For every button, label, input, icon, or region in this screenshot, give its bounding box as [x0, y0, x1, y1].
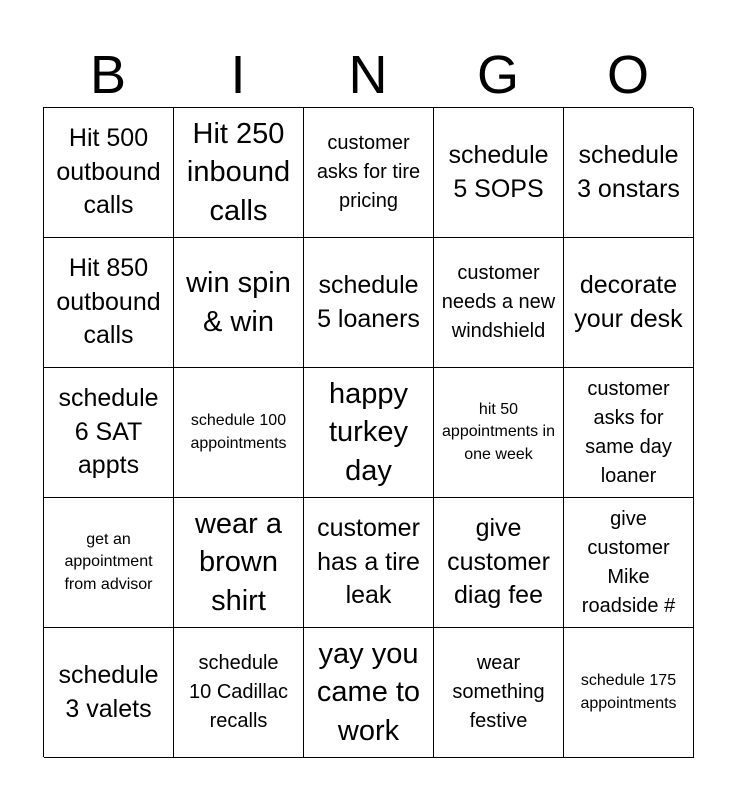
header-letter-o: O: [606, 45, 649, 105]
bingo-cell[interactable]: [174, 498, 304, 628]
cell-text: schedule 100 appointments: [190, 412, 287, 452]
bingo-cell[interactable]: [434, 498, 564, 628]
cell-text: wear something festive: [452, 652, 545, 732]
bingo-cell[interactable]: [44, 108, 174, 238]
bingo-header: [43, 45, 693, 105]
cell-text: customer asks for same day loaner: [585, 377, 672, 487]
bingo-cell[interactable]: [44, 498, 174, 628]
bingo-cell[interactable]: [564, 368, 694, 498]
cell-text: Hit 500 outbound calls: [56, 123, 161, 220]
cell-text: schedule 5 SOPS: [448, 140, 549, 203]
cell-text: customer asks for tire pricing: [316, 132, 421, 212]
bingo-cell[interactable]: [564, 628, 694, 758]
cell-text: schedule 10 Cadillac recalls: [189, 652, 288, 732]
cell-text: schedule 3 valets: [58, 660, 159, 723]
bingo-cell[interactable]: [304, 628, 434, 758]
header-letter-i: I: [230, 45, 246, 105]
bingo-board: [43, 107, 693, 757]
bingo-cell[interactable]: [434, 108, 564, 238]
bingo-cell[interactable]: [174, 108, 304, 238]
bingo-cell[interactable]: [434, 628, 564, 758]
bingo-cell[interactable]: [304, 238, 434, 368]
cell-text: happy turkey day: [328, 378, 408, 487]
bingo-cell[interactable]: [174, 238, 304, 368]
cell-text: schedule 175 appointments: [580, 672, 677, 712]
bingo-cell[interactable]: [44, 368, 174, 498]
bingo-cell[interactable]: [44, 238, 174, 368]
cell-text: give customer Mike roadside #: [581, 507, 676, 617]
cell-text: hit 50 appointments in one week: [442, 400, 555, 463]
cell-text: decorate your desk: [574, 270, 683, 333]
cell-text: schedule 3 onstars: [577, 140, 680, 203]
cell-text: wear a brown shirt: [194, 508, 283, 617]
bingo-cell[interactable]: [304, 108, 434, 238]
bingo-cell[interactable]: [564, 498, 694, 628]
bingo-cell[interactable]: [564, 108, 694, 238]
cell-text: schedule 5 loaners: [317, 270, 420, 333]
bingo-cell[interactable]: [174, 628, 304, 758]
cell-text: customer has a tire leak: [317, 513, 420, 610]
cell-text: Hit 850 outbound calls: [56, 253, 161, 350]
header-letter-g: G: [476, 45, 519, 105]
cell-text: schedule 6 SAT appts: [58, 383, 159, 480]
bingo-cell[interactable]: [564, 238, 694, 368]
cell-text: win spin & win: [186, 267, 291, 338]
bingo-cell[interactable]: [434, 238, 564, 368]
header-letter-b: B: [89, 45, 127, 105]
bingo-cell[interactable]: [304, 498, 434, 628]
cell-text: yay you came to work: [316, 638, 421, 747]
bingo-cell[interactable]: [174, 368, 304, 498]
cell-text: give customer diag fee: [447, 513, 550, 610]
cell-text: customer needs a new windshield: [441, 262, 556, 342]
header-letter-n: N: [348, 45, 388, 105]
cell-text: Hit 250 inbound calls: [186, 118, 291, 227]
cell-text: get an appointment from advisor: [64, 530, 153, 593]
bingo-cell[interactable]: [434, 368, 564, 498]
bingo-cell[interactable]: [44, 628, 174, 758]
bingo-cell[interactable]: [304, 368, 434, 498]
